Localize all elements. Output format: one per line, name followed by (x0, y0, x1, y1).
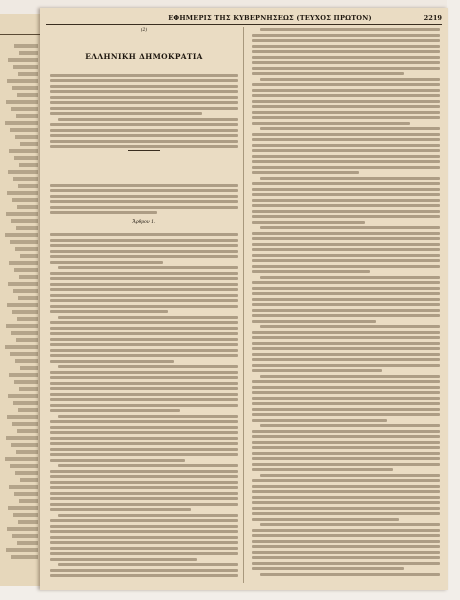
text-line (252, 342, 440, 345)
previous-page-text-line (18, 408, 38, 412)
text-line (252, 512, 440, 515)
previous-page-text-line (19, 499, 38, 503)
previous-page-text-line (16, 226, 38, 230)
text-line (50, 437, 238, 440)
previous-page-text-line (14, 380, 38, 384)
text-line (50, 558, 197, 561)
text-line (252, 463, 440, 466)
previous-page-text-line (15, 471, 38, 475)
text-line (50, 112, 202, 115)
previous-page-text-line (19, 51, 38, 55)
text-line (50, 442, 238, 445)
previous-page-text-line (17, 205, 38, 209)
text-line (50, 294, 238, 297)
text-line (252, 221, 365, 224)
text-line (50, 530, 238, 533)
previous-page-text-line (6, 548, 38, 552)
text-line (252, 479, 440, 482)
text-line (252, 545, 440, 548)
previous-page-text-line (7, 303, 38, 307)
previous-page-text-line (18, 72, 38, 76)
previous-page-text-line (11, 107, 38, 111)
text-line (252, 188, 440, 191)
text-line (252, 105, 440, 108)
text-line (252, 320, 376, 323)
text-line (252, 34, 440, 37)
text-line (50, 206, 238, 209)
text-line (260, 325, 440, 328)
text-line (260, 177, 440, 180)
text-line (50, 508, 191, 511)
previous-page-text-line (6, 436, 38, 440)
text-line (50, 288, 238, 291)
page-number: 2219 (423, 14, 442, 22)
text-line (50, 96, 238, 99)
text-line (252, 413, 440, 416)
text-line (252, 540, 440, 543)
text-line (252, 133, 440, 136)
text-line (252, 386, 440, 389)
previous-page-text-line (10, 128, 38, 132)
text-line (50, 519, 238, 522)
column-divider (243, 27, 244, 583)
text-line (260, 276, 440, 279)
previous-page-text-line (10, 464, 38, 468)
text-line (252, 39, 440, 42)
text-line (50, 393, 238, 396)
page-header-title: ΕΦΗΜΕΡΙΣ ΤΗΣ ΚΥΒΕΡΝΗΣΕΩΣ (ΤΕΥΧΟΣ ΠΡΩΤΟΝ) (168, 14, 372, 22)
text-line (252, 155, 440, 158)
previous-page-text-line (18, 296, 38, 300)
previous-page-text-line (15, 359, 38, 363)
text-line (252, 364, 440, 367)
text-line (58, 514, 238, 517)
text-line (252, 144, 440, 147)
previous-page-text-line (15, 247, 38, 251)
previous-page-text-line (13, 513, 38, 517)
text-line (50, 101, 238, 104)
article-label: Ἄρθρον 1. (132, 220, 156, 225)
text-line (50, 382, 238, 385)
text-line (50, 448, 238, 451)
text-line (252, 193, 440, 196)
previous-page-text-line (9, 373, 38, 377)
previous-page-text-line (12, 310, 38, 314)
text-line (252, 166, 440, 169)
text-line (252, 56, 440, 59)
text-line (260, 474, 440, 477)
text-line (252, 61, 440, 64)
previous-page-text-line (12, 534, 38, 538)
text-line (252, 232, 440, 235)
text-line (252, 254, 440, 257)
previous-page-text-line (20, 478, 38, 482)
text-line (50, 426, 238, 429)
text-line (252, 397, 440, 400)
text-line (252, 314, 440, 317)
previous-page-text-line (19, 275, 38, 279)
text-line (50, 244, 238, 247)
text-line (252, 369, 382, 372)
previous-page-text-line (17, 93, 38, 97)
text-line (252, 441, 440, 444)
previous-page-text-line (18, 520, 38, 524)
text-line (252, 496, 440, 499)
text-line (252, 138, 440, 141)
text-line (252, 452, 440, 455)
text-line (50, 145, 238, 148)
previous-page-text-line (12, 422, 38, 426)
previous-page-text-line (9, 149, 38, 153)
previous-page-text-line (7, 191, 38, 195)
previous-page-text-line (11, 219, 38, 223)
text-line (252, 408, 440, 411)
previous-page-text-line (13, 401, 38, 405)
text-line (50, 321, 238, 324)
text-line (58, 563, 238, 566)
text-line (252, 281, 440, 284)
previous-page-text-line (11, 555, 38, 559)
previous-page-text-line (14, 492, 38, 496)
previous-page-text-line (9, 261, 38, 265)
previous-page-text-line (10, 240, 38, 244)
text-line (58, 365, 238, 368)
text-line (252, 556, 440, 559)
previous-page-text-line (11, 331, 38, 335)
section-rule (128, 150, 160, 151)
previous-page-text-line (13, 289, 38, 293)
text-line (252, 72, 404, 75)
previous-page-text-line (8, 282, 38, 286)
text-line (252, 215, 440, 218)
previous-page-text-line (20, 142, 38, 146)
text-line (50, 569, 238, 572)
text-line (50, 376, 238, 379)
text-line (58, 266, 238, 269)
text-line (260, 424, 440, 427)
previous-page-text-line (9, 485, 38, 489)
text-line (50, 239, 238, 242)
previous-page-text-line (12, 198, 38, 202)
text-line (50, 360, 174, 363)
text-line (252, 50, 440, 53)
text-line (252, 501, 440, 504)
text-line (252, 287, 440, 290)
text-line (50, 184, 238, 187)
text-line (50, 398, 238, 401)
text-line (252, 518, 399, 521)
text-line (260, 523, 440, 526)
text-line (50, 404, 238, 407)
text-line (252, 94, 440, 97)
text-line (252, 171, 359, 174)
text-line (252, 534, 440, 537)
text-line (50, 123, 238, 126)
header-rule (46, 24, 442, 25)
text-line (50, 338, 238, 341)
previous-page-text-line (17, 541, 38, 545)
text-line (260, 573, 440, 576)
text-line (50, 547, 238, 550)
text-line (252, 122, 410, 125)
text-line (50, 189, 238, 192)
text-line (50, 310, 168, 313)
previous-page-text-line (17, 317, 38, 321)
previous-page-text-line (16, 450, 38, 454)
text-line (252, 45, 440, 48)
previous-page-text-line (6, 324, 38, 328)
text-line (50, 79, 238, 82)
text-line (252, 457, 440, 460)
text-line (50, 409, 180, 412)
text-line (252, 243, 440, 246)
text-line (260, 28, 440, 31)
previous-page-text-line (8, 394, 38, 398)
text-line (252, 83, 440, 86)
text-line (50, 195, 238, 198)
previous-page-text-line (19, 387, 38, 391)
previous-page-text-line (8, 170, 38, 174)
previous-page-text-line (8, 506, 38, 510)
text-line (50, 525, 238, 528)
previous-page-text-line (5, 345, 38, 349)
text-line (50, 255, 238, 258)
previous-page-text-line (6, 100, 38, 104)
text-line (50, 503, 238, 506)
previous-page-text-line (7, 527, 38, 531)
text-line (50, 299, 238, 302)
right-column (252, 28, 440, 580)
text-line (260, 226, 440, 229)
text-line (252, 490, 440, 493)
text-line (50, 453, 238, 456)
text-line (50, 283, 238, 286)
text-line (252, 347, 440, 350)
text-line (50, 470, 238, 473)
previous-page-text-line (17, 429, 38, 433)
text-line (252, 210, 440, 213)
text-line (50, 431, 238, 434)
text-line (50, 492, 238, 495)
text-line (252, 446, 440, 449)
text-line (50, 129, 238, 132)
text-line (50, 541, 238, 544)
previous-page-text-line (14, 156, 38, 160)
text-line (252, 199, 440, 202)
previous-page-text-line (20, 366, 38, 370)
text-line (252, 111, 440, 114)
text-line (252, 551, 440, 554)
text-line (252, 259, 440, 262)
previous-page-text-line (18, 184, 38, 188)
text-line (50, 354, 238, 357)
text-line (252, 468, 393, 471)
text-line (252, 358, 440, 361)
text-line (252, 303, 440, 306)
text-line (50, 211, 157, 214)
text-line (252, 160, 440, 163)
text-line (252, 292, 440, 295)
previous-page-text-line (7, 79, 38, 83)
text-line (50, 277, 238, 280)
previous-page-text-line (11, 443, 38, 447)
text-line (252, 567, 404, 570)
text-line (50, 305, 238, 308)
text-line (252, 237, 440, 240)
previous-page-text-line (13, 65, 38, 69)
text-line (50, 420, 238, 423)
previous-page-text-line (5, 233, 38, 237)
text-line (252, 507, 440, 510)
text-line (58, 316, 238, 319)
text-line (50, 486, 238, 489)
text-line (252, 149, 440, 152)
previous-page-text-line (20, 254, 38, 258)
previous-page-text-line (16, 338, 38, 342)
previous-page-text-line (7, 415, 38, 419)
text-line (50, 387, 238, 390)
text-line (252, 265, 440, 268)
text-line (252, 298, 440, 301)
previous-page-text-line (10, 352, 38, 356)
state-heading: ΕΛΛΗΝΙΚΗ ΔΗΜΟΚΡΑΤΙΑ (85, 52, 203, 61)
previous-page-text-line (12, 86, 38, 90)
text-line (50, 261, 163, 264)
text-line (252, 562, 440, 565)
text-line (252, 116, 440, 119)
text-line (50, 552, 238, 555)
text-line (252, 270, 370, 273)
previous-page-text-line (16, 114, 38, 118)
text-line (50, 250, 238, 253)
text-line (50, 481, 238, 484)
text-line (50, 459, 185, 462)
text-line (50, 74, 238, 77)
previous-page-text-line (5, 121, 38, 125)
text-line (252, 419, 387, 422)
text-line (252, 391, 440, 394)
text-line (252, 248, 440, 251)
background-edge-right (447, 0, 460, 600)
text-line (50, 371, 238, 374)
text-line (50, 140, 238, 143)
previous-page-text-line (15, 135, 38, 139)
previous-page-text-line (19, 163, 38, 167)
text-line (50, 200, 238, 203)
text-line (260, 375, 440, 378)
previous-page-header-rule (0, 34, 40, 35)
text-line (252, 100, 440, 103)
text-line (50, 90, 238, 93)
text-line (50, 134, 238, 137)
text-line (50, 107, 238, 110)
text-line (252, 89, 440, 92)
text-line (50, 327, 238, 330)
left-column (50, 28, 238, 580)
text-line (50, 574, 238, 577)
newspaper-page (40, 8, 448, 590)
text-line (50, 272, 238, 275)
text-line (50, 536, 238, 539)
text-line (252, 331, 440, 334)
text-line (50, 332, 238, 335)
text-line (252, 309, 440, 312)
text-line (58, 464, 238, 467)
text-line (252, 402, 440, 405)
previous-page-text-line (8, 58, 38, 62)
text-line (252, 485, 440, 488)
text-line (58, 118, 238, 121)
previous-page-text-line (14, 44, 38, 48)
text-line (50, 85, 238, 88)
text-line (252, 430, 440, 433)
previous-page-text-line (5, 457, 38, 461)
text-line (50, 475, 238, 478)
text-line (252, 336, 440, 339)
previous-page-text-line (13, 177, 38, 181)
text-line (252, 353, 440, 356)
decree-number: (2) (140, 28, 148, 33)
text-line (50, 349, 238, 352)
previous-page-text-line (14, 268, 38, 272)
text-line (252, 182, 440, 185)
text-line (252, 204, 440, 207)
text-line (252, 67, 440, 70)
text-line (252, 435, 440, 438)
text-line (50, 343, 238, 346)
text-line (260, 127, 440, 130)
text-line (252, 529, 440, 532)
text-line (50, 497, 238, 500)
previous-page-text-line (6, 212, 38, 216)
text-line (252, 380, 440, 383)
text-line (58, 415, 238, 418)
text-line (260, 78, 440, 81)
text-line (50, 233, 238, 236)
previous-page-edge (0, 14, 40, 586)
